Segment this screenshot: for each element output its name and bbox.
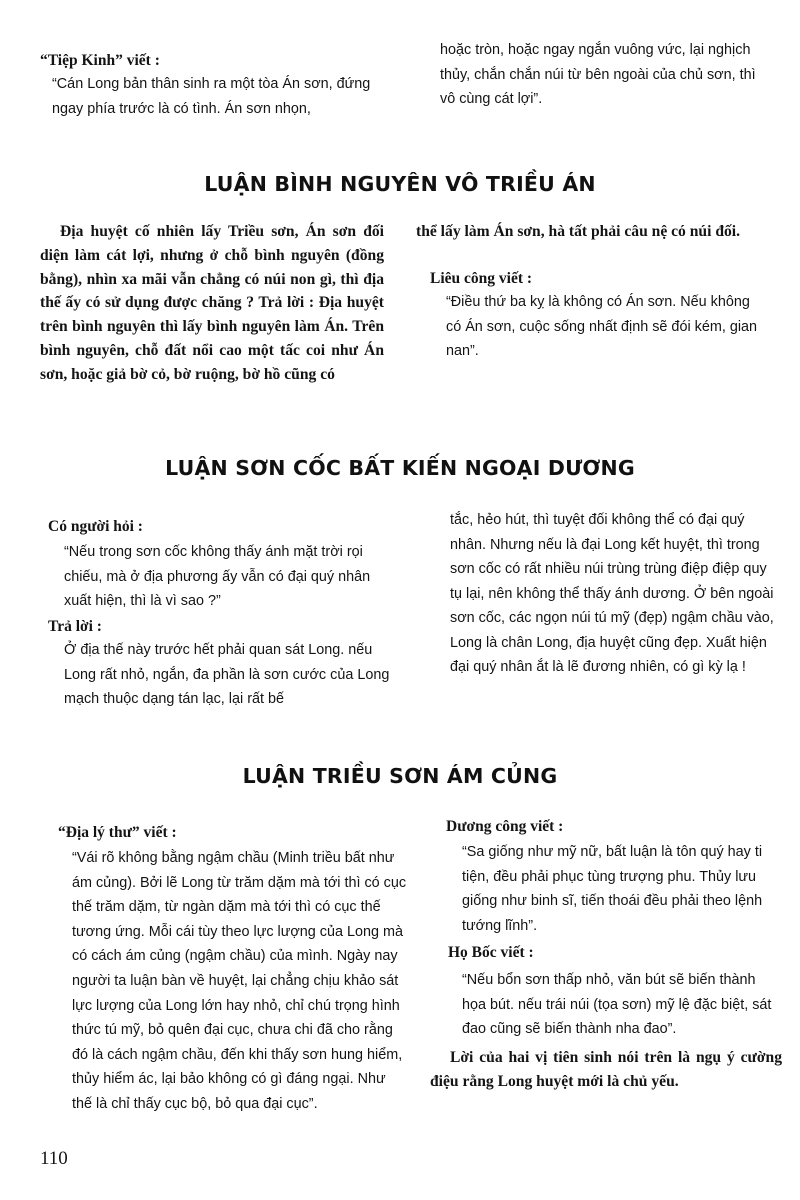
page-number: 110 <box>40 1148 68 1169</box>
binh-nguyen-body-left: Địa huyệt cố nhiên lấy Triều sơn, Án sơn đối diện làm cát lợi, nhưng ở chỗ bình nguyên (đồng bằng), nhìn xa mãi vẫn chẳng có núi non gì, thì địa thế ấy có sử dụng được chăng ? Trả lời : Địa huyệt trên bình nguyên thì lấy bình nguyên làm Án. Trên bình nguyên, chỗ đất nổi cao một tấc coi như Án sơn, hoặc giả bờ cỏ, bờ ruộng, bờ hồ cũng có <box>40 223 384 383</box>
tra-loi-answer: Ở địa thế này trước hết phải quan sát Long. nếu Long rất nhỏ, ngắn, đa phần là sơn cước của Long mạch thuộc dạng tán lạc, lại rất bế <box>64 642 390 707</box>
son-coc-body-right: tắc, hẻo hút, thì tuyệt đối không thể có đại quý nhân. Nhưng nếu là đại Long kết huyệt, thì trong sơn cốc có rất nhiều núi trùng trùng điệp điệp quy tụ lại, nên không thể thấy ánh dương. Ở bên ngoài sơn cốc, các ngọn núi tú mỹ (đẹp) ngậm chầu vào, Long là chân Long, địa huyệt cũng đẹp. Xuất hiện đại quý nhân ắt là lẽ đương nhiên, có gì kỳ lạ ! <box>450 512 774 675</box>
lieu-cong-quote: “Điều thứ ba kỵ là không có Án sơn. Nếu không có Án sơn, cuộc sống nhất định sẽ đói kém, gian nan”. <box>446 294 758 359</box>
heading-luan-binh-nguyen: LUẬN BÌNH NGUYÊN VÔ TRIỀU ÁN <box>204 172 596 196</box>
trieu-son-conclusion: Lời của hai vị tiên sinh nói trên là ngụ ý cường điệu rằng Long huyệt mới là chủ yếu. <box>430 1049 782 1090</box>
binh-nguyen-body-right: thể lấy làm Án sơn, hà tất phải câu nệ có núi đối. <box>416 223 741 240</box>
duong-cong-attribution: Dương công viết : <box>446 818 564 835</box>
tiep-kinh-quote-continued: hoặc tròn, hoặc ngay ngắn vuông vức, lại nghịch thủy, chắn chắn núi từ bên ngoài của chủ sơn, thì vô cùng cát lợi”. <box>440 42 756 107</box>
heading-luan-son-coc: LUẬN SƠN CỐC BẤT KIẾN NGOẠI DƯƠNG <box>165 456 635 480</box>
dia-ly-thu-quote: “Vái rõ không bằng ngậm chầu (Minh triều bất như ám củng). Bởi lẽ Long từ trăm dặm mà tới thì có cục thế trăm dặm, từ ngàn dặm mà tới thì có cục thế tương ứng. Mỗi cái tùy theo lực lượng của Long mà có cách ám củng (ngậm chầu) của mình. Ngày nay người ta luận bàn về huyệt, lại chẳng chịu khảo sát lực lượng của Long lớn hay nhỏ, chỉ chú trọng hình thức tú mỹ, bỏ quên đại cục, chưa chi đã cho rằng đó là cách ngậm chầu, đến khi thấy sơn hung hiểm, thủy hiểm ác, lại bảo không có gì đáng ngại. Như thế là chỉ thấy cục bộ, bỏ qua đại cục”. <box>72 850 407 1112</box>
lieu-cong-attribution: Liêu công viết : <box>430 270 533 287</box>
co-nguoi-hoi-quote: “Nếu trong sơn cốc không thấy ánh mặt trời rọi chiếu, mà ở địa phương ấy vẫn có đại quý nhân xuất hiện, thì là vì sao ?” <box>64 544 371 609</box>
tiep-kinh-quote: “Cán Long bản thân sinh ra một tòa Án sơn, đứng ngay phía trước là có tình. Án sơn nhọn, <box>52 76 371 117</box>
duong-cong-quote: “Sa giống như mỹ nữ, bất luận là tôn quý hay ti tiện, đều phải phục tùng trượng phu. Thủy lưu giống như binh sĩ, tiến thoái đều phải theo lệnh tướng lĩnh”. <box>462 844 763 934</box>
tra-loi-label: Trả lời : <box>48 618 102 635</box>
heading-luan-trieu-son: LUẬN TRIỀU SƠN ÁM CỦNG <box>242 764 558 788</box>
tiep-kinh-attribution: “Tiệp Kinh” viết : <box>40 52 160 69</box>
dia-ly-thu-attribution: “Địa lý thư” viết : <box>58 824 177 841</box>
co-nguoi-hoi-label: Có người hỏi : <box>48 518 143 535</box>
ho-boc-attribution: Họ Bốc viết : <box>448 944 534 961</box>
ho-boc-quote: “Nếu bổn sơn thấp nhỏ, văn bút sẽ biến thành họa bút. nếu trái núi (tọa sơn) mỹ lệ đặc biệt, sát đao cũng sẽ biến thành nha đao”. <box>462 972 772 1037</box>
